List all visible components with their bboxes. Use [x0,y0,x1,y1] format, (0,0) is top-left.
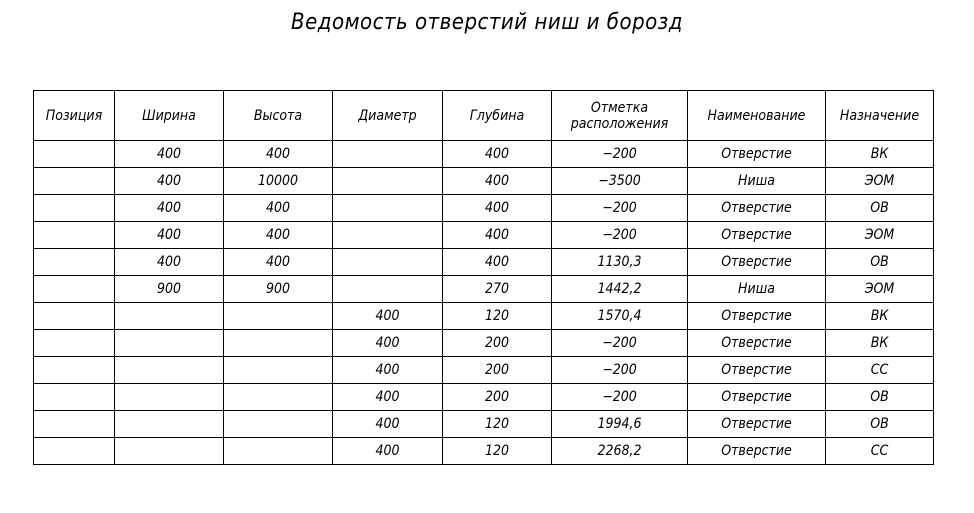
column-header-name: Наименование [688,91,826,141]
column-header-position: Позиция [34,91,115,141]
cell-name: Отверстие [688,195,826,222]
cell-purpose: ВК [826,330,934,357]
cell-width [115,330,224,357]
cell-elevation: −200 [552,330,688,357]
cell-depth: 200 [443,330,552,357]
cell-elevation: −200 [552,222,688,249]
cell-purpose: ВК [826,303,934,330]
cell-name: Отверстие [688,303,826,330]
cell-diameter: 400 [333,357,443,384]
cell-diameter [333,168,443,195]
table-row [34,411,934,438]
column-header-depth: Глубина [443,91,552,141]
cell-depth: 400 [443,195,552,222]
cell-position [34,384,115,411]
cell-width [115,411,224,438]
cell-position [34,330,115,357]
cell-elevation: 1442,2 [552,276,688,303]
cell-purpose: ЭОМ [826,276,934,303]
cell-depth: 400 [443,249,552,276]
cell-name: Отверстие [688,222,826,249]
cell-position [34,195,115,222]
cell-elevation: 1130,3 [552,249,688,276]
cell-depth: 400 [443,141,552,168]
table-row [34,276,934,303]
cell-purpose: ВК [826,141,934,168]
cell-diameter [333,141,443,168]
cell-height [224,411,333,438]
cell-purpose: ОВ [826,249,934,276]
cell-elevation: −200 [552,384,688,411]
cell-elevation: 2268,2 [552,438,688,465]
cell-purpose: СС [826,357,934,384]
table-row [34,384,934,411]
cell-depth: 270 [443,276,552,303]
cell-elevation: −3500 [552,168,688,195]
cell-elevation: 1570,4 [552,303,688,330]
cell-purpose: СС [826,438,934,465]
cell-diameter [333,276,443,303]
cell-name: Отверстие [688,384,826,411]
cell-height [224,357,333,384]
cell-height: 400 [224,249,333,276]
cell-width: 400 [115,195,224,222]
cell-width: 400 [115,222,224,249]
table-row [34,222,934,249]
cell-width [115,357,224,384]
cell-height [224,438,333,465]
cell-position [34,438,115,465]
cell-diameter: 400 [333,438,443,465]
cell-name: Отверстие [688,438,826,465]
cell-name: Отверстие [688,249,826,276]
column-header-width: Ширина [115,91,224,141]
cell-width [115,384,224,411]
cell-name: Отверстие [688,330,826,357]
table-row [34,330,934,357]
cell-diameter: 400 [333,411,443,438]
column-header-purpose: Назначение [826,91,934,141]
cell-elevation: −200 [552,141,688,168]
cell-position [34,303,115,330]
cell-diameter: 400 [333,384,443,411]
cell-height [224,330,333,357]
cell-name: Отверстие [688,141,826,168]
cell-width: 400 [115,141,224,168]
cell-position [34,249,115,276]
cell-depth: 120 [443,303,552,330]
cell-width: 400 [115,168,224,195]
cell-height: 400 [224,195,333,222]
column-header-diameter: Диаметр [333,91,443,141]
column-header-height: Высота [224,91,333,141]
table-row [34,168,934,195]
cell-depth: 120 [443,411,552,438]
table-header-row [34,91,934,141]
cell-purpose: ЭОМ [826,168,934,195]
cell-name: Отверстие [688,411,826,438]
cell-elevation: −200 [552,357,688,384]
cell-name: Отверстие [688,357,826,384]
openings-schedule-table [33,90,934,465]
cell-elevation: −200 [552,195,688,222]
table-body [34,141,934,465]
cell-purpose: ОВ [826,384,934,411]
table-row [34,438,934,465]
cell-diameter [333,195,443,222]
table-row [34,195,934,222]
cell-height: 10000 [224,168,333,195]
table-row [34,141,934,168]
cell-position [34,222,115,249]
cell-diameter [333,222,443,249]
cell-height: 400 [224,141,333,168]
cell-depth: 120 [443,438,552,465]
table-row [34,357,934,384]
cell-depth: 200 [443,357,552,384]
cell-diameter [333,249,443,276]
cell-name: Ниша [688,276,826,303]
cell-purpose: ОВ [826,195,934,222]
table-row [34,249,934,276]
cell-purpose: ЭОМ [826,222,934,249]
cell-width [115,303,224,330]
table-row [34,303,934,330]
cell-name: Ниша [688,168,826,195]
column-header-elevation: Отметка расположения [552,91,688,141]
cell-height: 900 [224,276,333,303]
cell-depth: 400 [443,168,552,195]
cell-width: 900 [115,276,224,303]
cell-position [34,411,115,438]
cell-depth: 200 [443,384,552,411]
cell-diameter: 400 [333,330,443,357]
cell-purpose: ОВ [826,411,934,438]
cell-width [115,438,224,465]
cell-position [34,357,115,384]
cell-height: 400 [224,222,333,249]
cell-elevation: 1994,6 [552,411,688,438]
cell-position [34,168,115,195]
cell-width: 400 [115,249,224,276]
cell-diameter: 400 [333,303,443,330]
document-title: Ведомость отверстий ниш и борозд [291,10,683,35]
cell-height [224,303,333,330]
cell-position [34,141,115,168]
cell-height [224,384,333,411]
cell-depth: 400 [443,222,552,249]
cell-position [34,276,115,303]
